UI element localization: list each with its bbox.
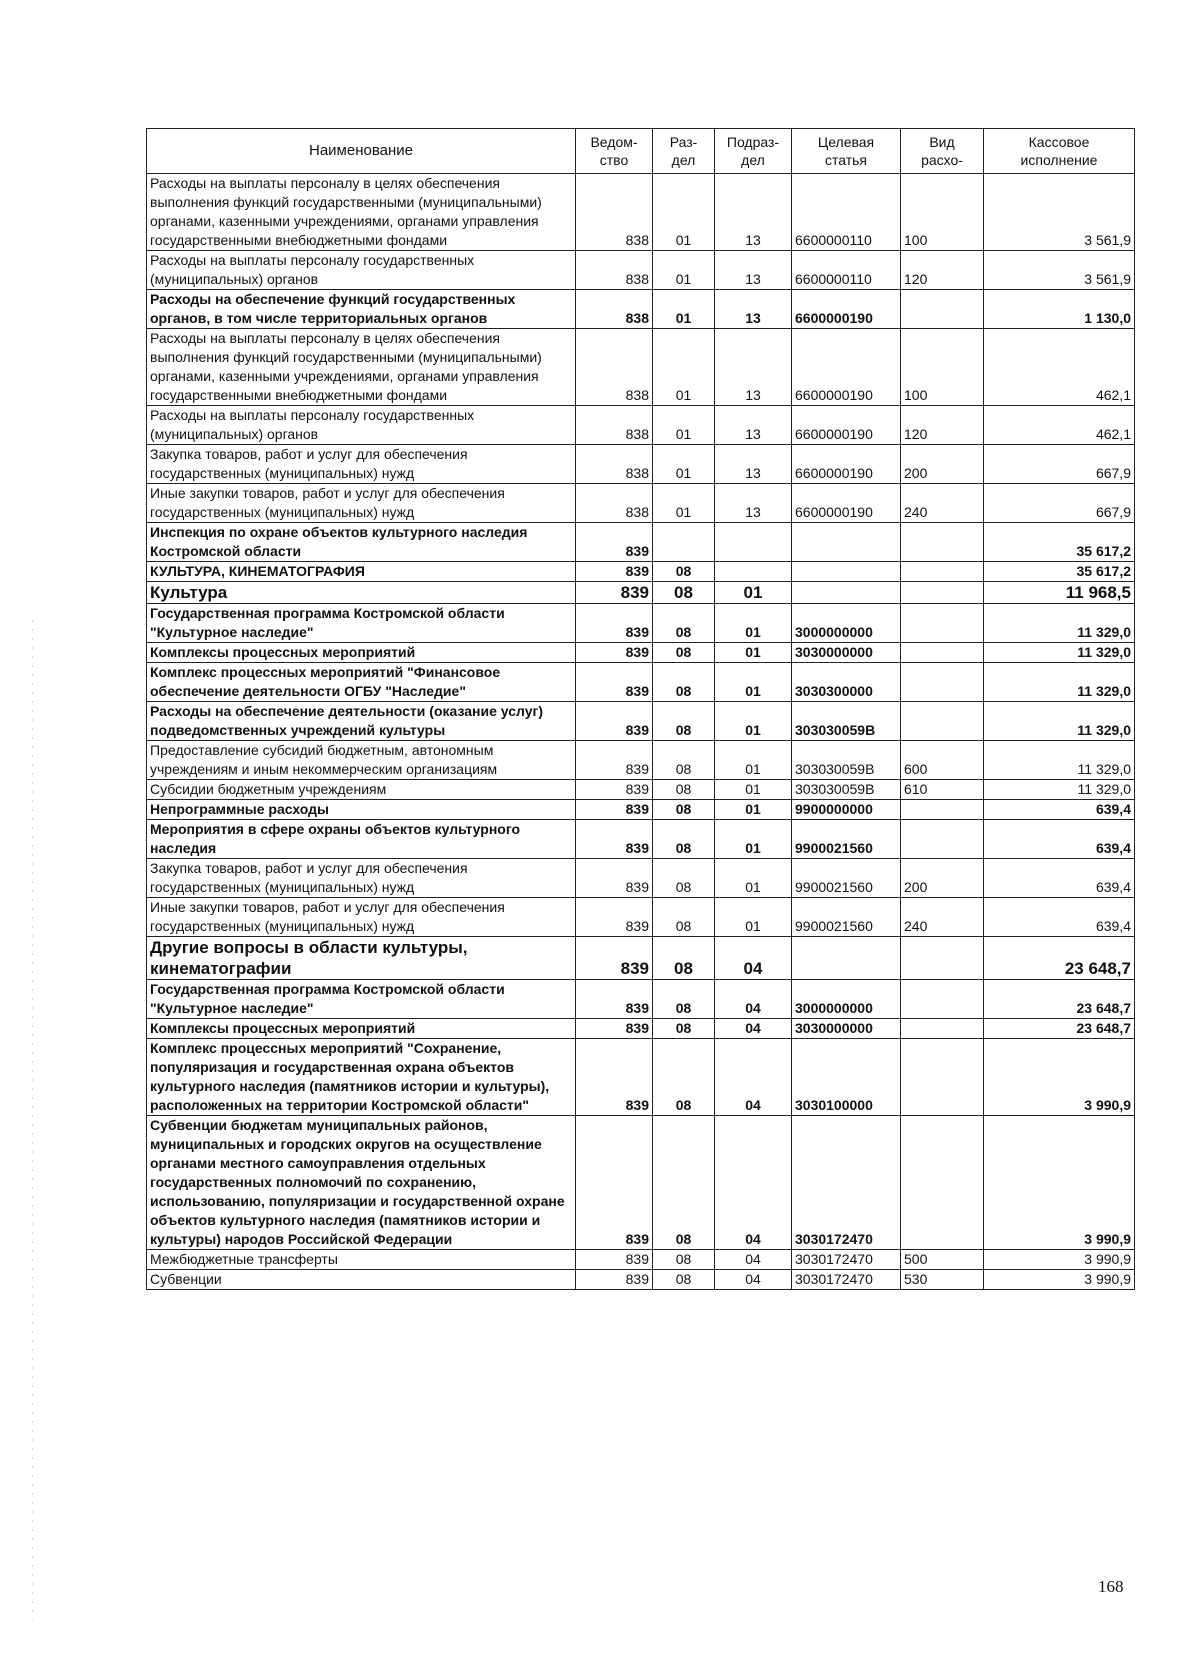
cell-target: 6600000190 xyxy=(792,290,901,329)
cell-target: 3030000000 xyxy=(792,1019,901,1039)
cell-name: Комплексы процессных мероприятий xyxy=(147,1019,576,1039)
cell-expense-type xyxy=(901,937,984,980)
header-exptype-line2: расхо- xyxy=(921,152,963,168)
cell-dept: 839 xyxy=(576,859,653,898)
cell-dept: 839 xyxy=(576,800,653,820)
cell-section: 08 xyxy=(653,1270,715,1290)
header-amount-line1: Кассовое xyxy=(1028,134,1090,150)
cell-target: 303030059В xyxy=(792,780,901,800)
table-row xyxy=(147,1019,1135,1039)
cell-dept: 838 xyxy=(576,251,653,290)
cell-subsection: 04 xyxy=(715,1116,792,1250)
cell-expense-type xyxy=(901,290,984,329)
table-row xyxy=(147,820,1135,859)
cell-dept: 839 xyxy=(576,702,653,741)
cell-name: Комплекс процессных мероприятий "Сохранение, популяризация и государственная охрана объектов культурного наследия (памятников истории и культуры), расположенных на территории Костромской области" xyxy=(147,1039,576,1116)
cell-expense-type xyxy=(901,980,984,1019)
cell-dept: 839 xyxy=(576,523,653,562)
cell-section: 08 xyxy=(653,582,715,604)
cell-subsection: 01 xyxy=(715,663,792,702)
table-row xyxy=(147,484,1135,523)
cell-expense-type xyxy=(901,702,984,741)
cell-amount: 11 968,5 xyxy=(984,582,1135,604)
cell-section: 08 xyxy=(653,937,715,980)
cell-amount: 23 648,7 xyxy=(984,980,1135,1019)
cell-amount: 639,4 xyxy=(984,859,1135,898)
table-header xyxy=(147,129,1135,174)
budget-table xyxy=(146,128,1135,1290)
cell-dept: 839 xyxy=(576,582,653,604)
table-row xyxy=(147,800,1135,820)
cell-target: 6600000190 xyxy=(792,484,901,523)
table-row xyxy=(147,174,1135,251)
cell-section: 08 xyxy=(653,1250,715,1270)
cell-name: Государственная программа Костромской области "Культурное наследие" xyxy=(147,980,576,1019)
cell-expense-type xyxy=(901,1039,984,1116)
cell-dept: 839 xyxy=(576,1250,653,1270)
cell-section: 01 xyxy=(653,406,715,445)
table-row xyxy=(147,1039,1135,1116)
cell-target: 3030172470 xyxy=(792,1116,901,1250)
cell-section: 01 xyxy=(653,484,715,523)
cell-name: Государственная программа Костромской области "Культурное наследие" xyxy=(147,604,576,643)
table-row xyxy=(147,643,1135,663)
cell-name: Субвенции бюджетам муниципальных районов, муниципальных и городских округов на осуществление органами местного самоуправления отдельных государственных полномочий по сохранению, использованию, популяризации и государственной охране объектов культурного наследия (памятников истории и культуры) народов Российской Федерации xyxy=(147,1116,576,1250)
cell-subsection: 01 xyxy=(715,898,792,937)
header-dept xyxy=(576,129,653,174)
cell-amount: 11 329,0 xyxy=(984,741,1135,780)
cell-subsection: 13 xyxy=(715,251,792,290)
cell-section: 08 xyxy=(653,820,715,859)
cell-section: 08 xyxy=(653,1116,715,1250)
cell-subsection xyxy=(715,523,792,562)
header-exptype-line1: Вид xyxy=(929,134,955,150)
cell-expense-type xyxy=(901,523,984,562)
cell-name: Расходы на обеспечение функций государственных органов, в том числе территориальных органов xyxy=(147,290,576,329)
cell-section: 08 xyxy=(653,562,715,582)
header-dept-line1: Ведом- xyxy=(590,134,638,150)
cell-amount: 667,9 xyxy=(984,484,1135,523)
cell-subsection: 01 xyxy=(715,702,792,741)
cell-amount: 3 990,9 xyxy=(984,1250,1135,1270)
cell-amount: 639,4 xyxy=(984,820,1135,859)
header-target xyxy=(792,129,901,174)
cell-subsection: 13 xyxy=(715,406,792,445)
cell-dept: 839 xyxy=(576,980,653,1019)
cell-section: 01 xyxy=(653,445,715,484)
cell-amount: 35 617,2 xyxy=(984,562,1135,582)
cell-name: Предоставление субсидий бюджетным, автономным учреждениям и иным некоммерческим организациям xyxy=(147,741,576,780)
cell-subsection: 13 xyxy=(715,445,792,484)
header-target-line2: статья xyxy=(824,152,868,168)
header-section xyxy=(653,129,715,174)
cell-amount: 23 648,7 xyxy=(984,1019,1135,1039)
cell-amount: 11 329,0 xyxy=(984,780,1135,800)
cell-target: 3000000000 xyxy=(792,604,901,643)
cell-section: 08 xyxy=(653,898,715,937)
cell-dept: 839 xyxy=(576,1116,653,1250)
cell-dept: 839 xyxy=(576,1019,653,1039)
cell-dept: 839 xyxy=(576,643,653,663)
cell-section: 08 xyxy=(653,1019,715,1039)
cell-amount: 3 990,9 xyxy=(984,1270,1135,1290)
table-row xyxy=(147,780,1135,800)
cell-target: 3030100000 xyxy=(792,1039,901,1116)
cell-subsection: 04 xyxy=(715,937,792,980)
table-row xyxy=(147,663,1135,702)
cell-dept: 838 xyxy=(576,406,653,445)
header-subsection-line2: дел xyxy=(741,152,765,168)
cell-target: 3030172470 xyxy=(792,1250,901,1270)
cell-target: 9900021560 xyxy=(792,820,901,859)
cell-name: Иные закупки товаров, работ и услуг для обеспечения государственных (муниципальных) нужд xyxy=(147,484,576,523)
cell-dept: 839 xyxy=(576,741,653,780)
cell-amount: 23 648,7 xyxy=(984,937,1135,980)
cell-amount: 667,9 xyxy=(984,445,1135,484)
header-row xyxy=(147,129,1135,174)
cell-expense-type: 100 xyxy=(901,329,984,406)
cell-name: Мероприятия в сфере охраны объектов культурного наследия xyxy=(147,820,576,859)
cell-name: Расходы на обеспечение деятельности (оказание услуг) подведомственных учреждений культуры xyxy=(147,702,576,741)
cell-amount: 11 329,0 xyxy=(984,663,1135,702)
header-exptype xyxy=(901,129,984,174)
cell-target: 303030059В xyxy=(792,702,901,741)
cell-name: Расходы на выплаты персоналу государственных (муниципальных) органов xyxy=(147,251,576,290)
cell-dept: 838 xyxy=(576,445,653,484)
cell-section xyxy=(653,523,715,562)
cell-dept: 839 xyxy=(576,898,653,937)
cell-target: 6600000190 xyxy=(792,406,901,445)
cell-section: 08 xyxy=(653,643,715,663)
cell-subsection: 01 xyxy=(715,859,792,898)
cell-target: 3030300000 xyxy=(792,663,901,702)
cell-subsection: 04 xyxy=(715,1019,792,1039)
cell-section: 08 xyxy=(653,980,715,1019)
cell-expense-type: 600 xyxy=(901,741,984,780)
cell-name: Расходы на выплаты персоналу в целях обеспечения выполнения функций государственными (муниципальными) органами, казенными учреждениями, органами управления государственными внебюджетными фондами xyxy=(147,329,576,406)
cell-amount: 3 561,9 xyxy=(984,251,1135,290)
table-row xyxy=(147,329,1135,406)
header-amount-line2: исполнение xyxy=(1020,152,1098,168)
cell-expense-type: 240 xyxy=(901,898,984,937)
cell-name: Инспекция по охране объектов культурного наследия Костромской области xyxy=(147,523,576,562)
cell-subsection: 13 xyxy=(715,484,792,523)
header-subsection-line1: Подраз- xyxy=(726,134,780,150)
cell-target: 303030059В xyxy=(792,741,901,780)
cell-amount: 462,1 xyxy=(984,406,1135,445)
cell-section: 08 xyxy=(653,1039,715,1116)
cell-dept: 838 xyxy=(576,329,653,406)
cell-dept: 839 xyxy=(576,604,653,643)
table-row xyxy=(147,290,1135,329)
cell-subsection: 13 xyxy=(715,290,792,329)
header-amount xyxy=(984,129,1135,174)
cell-amount: 3 990,9 xyxy=(984,1116,1135,1250)
cell-amount: 11 329,0 xyxy=(984,604,1135,643)
cell-dept: 838 xyxy=(576,290,653,329)
cell-amount: 11 329,0 xyxy=(984,643,1135,663)
cell-expense-type xyxy=(901,1019,984,1039)
cell-expense-type xyxy=(901,562,984,582)
cell-name: Комплексы процессных мероприятий xyxy=(147,643,576,663)
cell-expense-type xyxy=(901,1116,984,1250)
table-row xyxy=(147,445,1135,484)
cell-name: Закупка товаров, работ и услуг для обеспечения государственных (муниципальных) нужд xyxy=(147,859,576,898)
cell-expense-type xyxy=(901,663,984,702)
cell-expense-type: 120 xyxy=(901,406,984,445)
cell-target xyxy=(792,937,901,980)
header-target-line1: Целевая xyxy=(817,134,875,150)
cell-subsection: 04 xyxy=(715,1270,792,1290)
cell-target: 6600000110 xyxy=(792,251,901,290)
table-row xyxy=(147,1116,1135,1250)
table-row xyxy=(147,1250,1135,1270)
cell-expense-type: 240 xyxy=(901,484,984,523)
cell-subsection: 01 xyxy=(715,780,792,800)
cell-subsection: 04 xyxy=(715,1039,792,1116)
page-number: 168 xyxy=(1098,1577,1124,1596)
cell-expense-type xyxy=(901,582,984,604)
cell-expense-type: 500 xyxy=(901,1250,984,1270)
cell-subsection xyxy=(715,562,792,582)
header-section-line2: дел xyxy=(671,152,696,168)
cell-name: Межбюджетные трансферты xyxy=(147,1250,576,1270)
cell-subsection: 01 xyxy=(715,800,792,820)
cell-section: 01 xyxy=(653,290,715,329)
cell-name: Другие вопросы в области культуры, кинематографии xyxy=(147,937,576,980)
table-row xyxy=(147,980,1135,1019)
cell-dept: 838 xyxy=(576,174,653,251)
cell-name: Субсидии бюджетным учреждениям xyxy=(147,780,576,800)
cell-dept: 839 xyxy=(576,937,653,980)
table-row xyxy=(147,523,1135,562)
cell-dept: 839 xyxy=(576,1039,653,1116)
table-row xyxy=(147,702,1135,741)
cell-dept: 839 xyxy=(576,780,653,800)
cell-dept: 839 xyxy=(576,562,653,582)
cell-target: 9900000000 xyxy=(792,800,901,820)
cell-target: 6600000190 xyxy=(792,445,901,484)
cell-name: Расходы на выплаты персоналу в целях обеспечения выполнения функций государственными (муниципальными) органами, казенными учреждениями, органами управления государственными внебюджетными фондами xyxy=(147,174,576,251)
table-row xyxy=(147,406,1135,445)
table-row xyxy=(147,251,1135,290)
cell-amount: 462,1 xyxy=(984,329,1135,406)
cell-subsection: 04 xyxy=(715,980,792,1019)
cell-section: 08 xyxy=(653,702,715,741)
cell-subsection: 01 xyxy=(715,604,792,643)
cell-section: 08 xyxy=(653,663,715,702)
cell-name: Культура xyxy=(147,582,576,604)
table-row xyxy=(147,582,1135,604)
cell-section: 08 xyxy=(653,780,715,800)
scan-artifact-line xyxy=(32,620,33,1620)
cell-expense-type: 100 xyxy=(901,174,984,251)
header-section-line1: Раз- xyxy=(669,134,698,150)
cell-expense-type: 120 xyxy=(901,251,984,290)
cell-name: Иные закупки товаров, работ и услуг для обеспечения государственных (муниципальных) нужд xyxy=(147,898,576,937)
table-row xyxy=(147,859,1135,898)
cell-section: 01 xyxy=(653,329,715,406)
cell-target: 3000000000 xyxy=(792,980,901,1019)
cell-dept: 839 xyxy=(576,1270,653,1290)
cell-subsection: 01 xyxy=(715,643,792,663)
header-subsection xyxy=(715,129,792,174)
cell-name: КУЛЬТУРА, КИНЕМАТОГРАФИЯ xyxy=(147,562,576,582)
cell-subsection: 04 xyxy=(715,1250,792,1270)
table-row xyxy=(147,604,1135,643)
cell-section: 01 xyxy=(653,251,715,290)
cell-section: 08 xyxy=(653,800,715,820)
cell-subsection: 01 xyxy=(715,582,792,604)
cell-amount: 1 130,0 xyxy=(984,290,1135,329)
header-name xyxy=(147,129,576,174)
cell-expense-type xyxy=(901,643,984,663)
header-dept-line2: ство xyxy=(599,152,629,168)
table-row xyxy=(147,898,1135,937)
cell-target: 6600000110 xyxy=(792,174,901,251)
cell-section: 01 xyxy=(653,174,715,251)
cell-target xyxy=(792,523,901,562)
cell-amount: 35 617,2 xyxy=(984,523,1135,562)
table-body xyxy=(147,174,1135,1290)
cell-name: Комплекс процессных мероприятий "Финансовое обеспечение деятельности ОГБУ "Наследие" xyxy=(147,663,576,702)
table-row xyxy=(147,1270,1135,1290)
cell-expense-type xyxy=(901,820,984,859)
cell-section: 08 xyxy=(653,741,715,780)
cell-name: Расходы на выплаты персоналу государственных (муниципальных) органов xyxy=(147,406,576,445)
cell-section: 08 xyxy=(653,859,715,898)
cell-expense-type xyxy=(901,604,984,643)
cell-target: 3030000000 xyxy=(792,643,901,663)
cell-target: 9900021560 xyxy=(792,898,901,937)
table-row xyxy=(147,562,1135,582)
cell-dept: 839 xyxy=(576,663,653,702)
cell-target: 6600000190 xyxy=(792,329,901,406)
cell-expense-type: 530 xyxy=(901,1270,984,1290)
cell-amount: 3 990,9 xyxy=(984,1039,1135,1116)
cell-expense-type xyxy=(901,800,984,820)
cell-section: 08 xyxy=(653,604,715,643)
header-name-text: Наименование xyxy=(309,142,413,159)
cell-subsection: 01 xyxy=(715,741,792,780)
cell-expense-type: 200 xyxy=(901,859,984,898)
cell-amount: 3 561,9 xyxy=(984,174,1135,251)
table-row xyxy=(147,937,1135,980)
cell-subsection: 13 xyxy=(715,329,792,406)
cell-target: 3030172470 xyxy=(792,1270,901,1290)
cell-dept: 839 xyxy=(576,820,653,859)
cell-dept: 838 xyxy=(576,484,653,523)
cell-expense-type: 200 xyxy=(901,445,984,484)
cell-subsection: 13 xyxy=(715,174,792,251)
cell-name: Закупка товаров, работ и услуг для обеспечения государственных (муниципальных) нужд xyxy=(147,445,576,484)
cell-target xyxy=(792,582,901,604)
cell-name: Непрограммные расходы xyxy=(147,800,576,820)
cell-target xyxy=(792,562,901,582)
cell-subsection: 01 xyxy=(715,820,792,859)
table-row xyxy=(147,741,1135,780)
cell-amount: 11 329,0 xyxy=(984,702,1135,741)
cell-target: 9900021560 xyxy=(792,859,901,898)
cell-expense-type: 610 xyxy=(901,780,984,800)
cell-name: Субвенции xyxy=(147,1270,576,1290)
cell-amount: 639,4 xyxy=(984,898,1135,937)
cell-amount: 639,4 xyxy=(984,800,1135,820)
